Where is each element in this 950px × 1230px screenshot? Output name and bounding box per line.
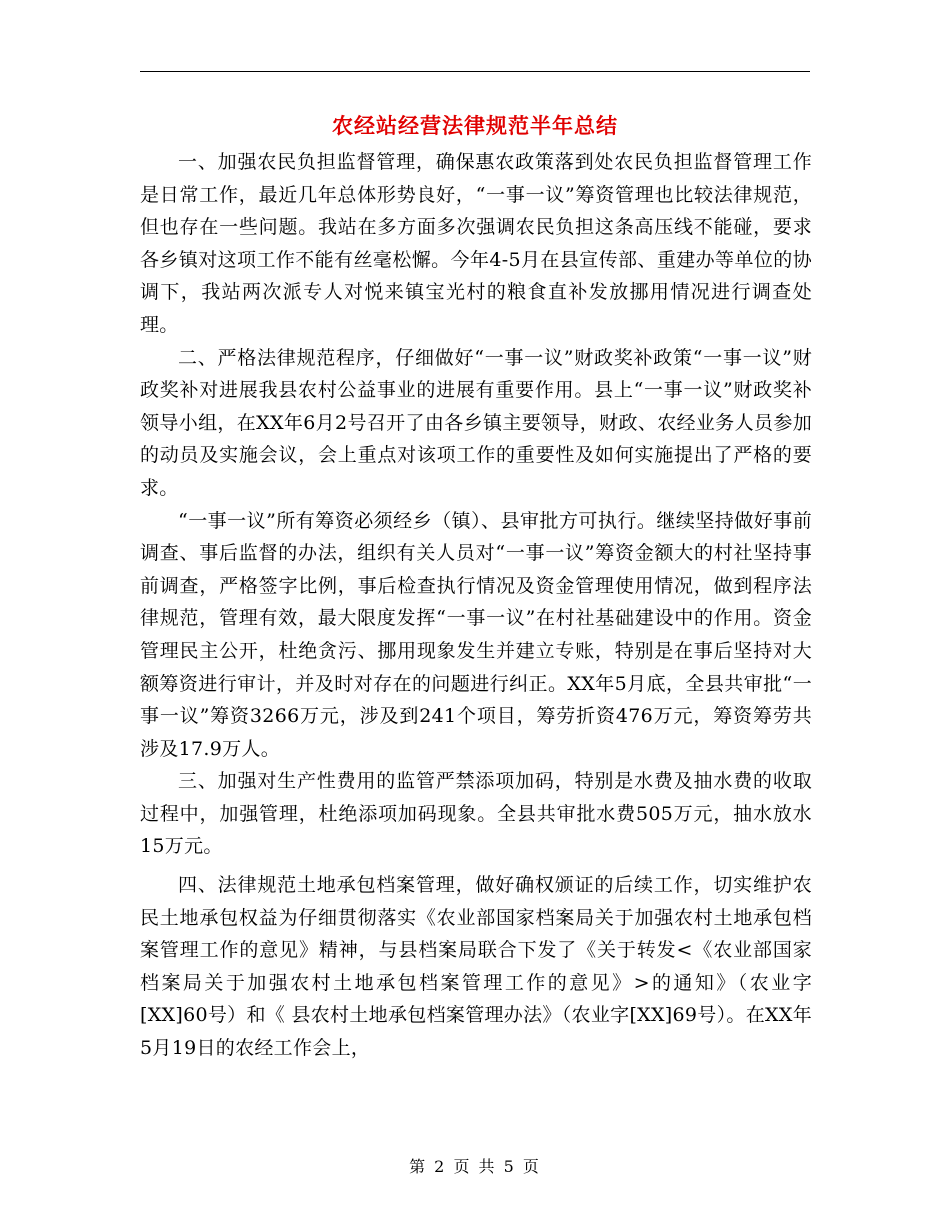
document-body bbox=[140, 146, 812, 1065]
paragraph-3: “一事一议”所有筹资必须经乡（镇）、县审批方可执行。继续坚持做好事前调查、事后监督的办法，组织有关人员对“一事一议”筹资金额大的村社坚持事前调查，严格签字比例，事后检查执行情况及资金管理使用情况，做到程序法律规范，管理有效，最大限度发挥“一事一议”在村社基础建设中的作用。资金管理民主公开，杜绝贪污、挪用现象发生并建立专账，特别是在事后坚持对大额筹资进行审计，并及时对存在的问题进行纠正。XX年5月底，全县共审批“一事一议”筹资3266万元，涉及到241个项目，筹劳折资476万元，筹资筹劳共涉及17.9万人。 bbox=[140, 509, 812, 760]
paragraph-4: 三、加强对生产性费用的监管严禁添项加码，特别是水费及抽水费的收取过程中，加强管理，杜绝添项加码现象。全县共审批水费505万元，抽水放水15万元。 bbox=[140, 770, 812, 858]
paragraph-1: 一、加强农民负担监督管理，确保惠农政策落到处农民负担监督管理工作是日常工作，最近几年总体形势良好，“一事一议”筹资管理也比较法律规范，但也存在一些问题。我站在多方面多次强调农民负担这条高压线不能碰，要求各乡镇对这项工作不能有丝毫松懈。今年4-5月在县宣传部、重建办等单位的协调下，我站两次派专人对悦来镇宝光村的粮食直补发放挪用情况进行调查处理。 bbox=[140, 151, 812, 336]
document-title: 农经站经营法律规范半年总结 bbox=[332, 113, 618, 138]
header-rule bbox=[140, 71, 810, 72]
paragraph-5: 四、法律规范土地承包档案管理，做好确权颁证的后续工作，切实维护农民土地承包权益为仔细贯彻落实《农业部国家档案局关于加强农村土地承包档案管理工作的意见》精神，与县档案局联合下发了《关于转发<《农业部国家档案局关于加强农村土地承包档案管理工作的意见》>的通知》（农业字[XX]60号）和《 县农村土地承包档案管理办法》（农业字[XX]69号）。在XX年5月19日的农经工作会上， bbox=[140, 874, 812, 1060]
paragraph-2: 二、严格法律规范程序，仔细做好“一事一议”财政奖补政策“一事一议”财政奖补对进展我县农村公益事业的进展有重要作用。县上“一事一议”财政奖补领导小组，在XX年6月2号召开了由各乡镇主要领导，财政、农经业务人员参加的动员及实施会议，会上重点对该项工作的重要性及如何实施提出了严格的要求。 bbox=[140, 346, 812, 499]
page-number: 第 2 页 共 5 页 bbox=[409, 1157, 541, 1176]
